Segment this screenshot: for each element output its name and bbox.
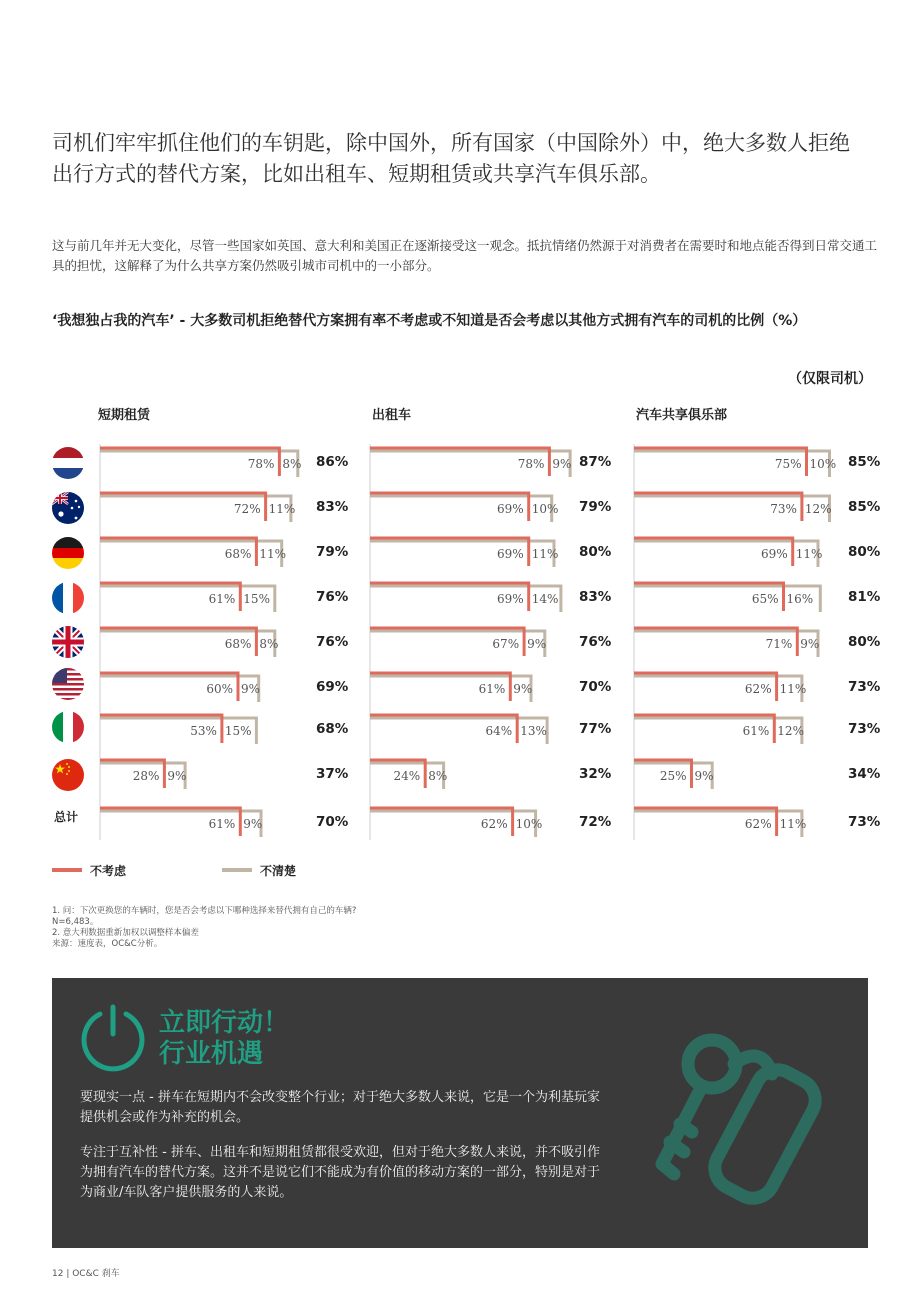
data-label-total: 79% xyxy=(316,544,349,560)
data-label-not-consider: 53% xyxy=(190,724,217,738)
intro-paragraph: 这与前几年并无大变化，尽管一些国家如英国、意大利和美国正在逐渐接受这一观念。抵抗情绪仍然源于对消费者在需要时和地点能否得到日常交通工具的担忧，这解释了为什么共享方案仍然吸引城市司机中的一小部分。 xyxy=(52,238,878,273)
footnotes xyxy=(52,906,552,950)
data-label-unsure: 12% xyxy=(804,502,832,516)
data-label-not-consider: 62% xyxy=(744,817,772,831)
drivers-only-note: （仅限司机） xyxy=(788,371,872,387)
legend-label-not-consider: 不考虑 xyxy=(90,864,127,878)
action-title-line: 行业机遇 xyxy=(159,1039,264,1069)
bar-unsure xyxy=(370,676,531,702)
action-title-line: 立即行动！ xyxy=(159,1008,290,1038)
data-label-not-consider: 69% xyxy=(497,547,524,561)
data-label-total: 80% xyxy=(579,544,612,560)
data-label-not-consider: 25% xyxy=(659,769,687,783)
data-label-not-consider: 65% xyxy=(751,592,779,606)
data-label-unsure: 9% xyxy=(513,682,533,696)
data-label-total: 70% xyxy=(579,679,612,695)
data-label-not-consider: 68% xyxy=(224,637,252,651)
panel-title-taxi: 出租车 xyxy=(372,408,412,423)
action-title xyxy=(159,1008,289,1070)
bar-unsure xyxy=(370,496,552,522)
data-label-not-consider: 61% xyxy=(208,592,236,606)
data-label-not-consider: 61% xyxy=(208,817,236,831)
data-label-not-consider: 61% xyxy=(742,724,770,738)
data-label-unsure: 9% xyxy=(243,817,263,831)
data-label-unsure: 10% xyxy=(515,817,543,831)
data-label-not-consider: 69% xyxy=(761,547,788,561)
data-label-not-consider: 61% xyxy=(478,682,506,696)
footnote-line: N=6,483。 xyxy=(52,917,99,927)
data-label-not-consider: 78% xyxy=(517,457,545,471)
data-label-total: 87% xyxy=(579,454,612,470)
data-label-unsure: 9% xyxy=(241,682,261,696)
data-label-unsure: 8% xyxy=(259,637,279,651)
data-label-total: 70% xyxy=(316,814,349,830)
data-label-total: 76% xyxy=(316,589,349,605)
keys-icon xyxy=(622,1024,842,1224)
data-label-unsure: 9% xyxy=(552,457,572,471)
data-label-unsure: 15% xyxy=(243,592,270,606)
action-paragraph: 专注于互补性 - 拼车、出租车和短期租赁都很受欢迎，但对于绝大多数人来说，并不吸引作为拥有汽车的替代方案。这并不是说它们不能成为有价值的移动方案的一部分，特别是对于为商业/车队客户提供服务的人来说。 xyxy=(80,1145,601,1200)
data-label-total: 80% xyxy=(848,634,881,650)
panel-title-short-term-rental: 短期租赁 xyxy=(98,408,151,423)
data-label-total: 37% xyxy=(316,766,349,782)
legend-label-unsure: 不清楚 xyxy=(260,864,297,878)
bar-unsure xyxy=(634,541,818,567)
data-label-unsure: 15% xyxy=(224,724,252,738)
data-label-not-consider: 69% xyxy=(497,592,524,606)
data-label-total: 76% xyxy=(579,634,612,650)
data-label-total: 85% xyxy=(848,499,881,515)
data-label-total: 85% xyxy=(848,454,881,470)
action-paragraph: 要现实一点 - 拼车在短期内不会改变整个行业；对于绝大多数人来说，它是一个为利基玩家提供机会或作为补充的机会。 xyxy=(80,1090,600,1125)
data-label-unsure: 11% xyxy=(268,502,296,516)
data-label-unsure: 11% xyxy=(779,817,807,831)
data-label-not-consider: 69% xyxy=(497,502,524,516)
data-label-unsure: 10% xyxy=(809,457,837,471)
bar-unsure xyxy=(100,496,291,522)
bar-unsure xyxy=(634,496,830,522)
data-label-unsure: 9% xyxy=(527,637,547,651)
power-icon xyxy=(78,1004,148,1074)
data-label-unsure: 14% xyxy=(531,592,559,606)
data-label-total: 76% xyxy=(316,634,349,650)
data-label-unsure: 11% xyxy=(531,547,559,561)
total-row-label: 总计 xyxy=(54,810,79,824)
data-label-unsure: 11% xyxy=(779,682,807,696)
data-label-not-consider: 24% xyxy=(393,769,421,783)
bar-unsure xyxy=(370,541,554,567)
footnote-line: 2. 意大利数据重新加权以调整样本偏差 xyxy=(52,928,199,938)
data-label-total: 68% xyxy=(316,721,349,737)
data-label-unsure: 8% xyxy=(428,769,448,783)
data-label-unsure: 13% xyxy=(520,724,547,738)
footnote-line: 来源：速度表，OC&C分析。 xyxy=(52,939,163,949)
data-label-not-consider: 62% xyxy=(480,817,508,831)
data-label-not-consider: 78% xyxy=(247,457,275,471)
data-label-unsure: 10% xyxy=(531,502,559,516)
data-label-unsure: 9% xyxy=(167,769,187,783)
data-label-total: 81% xyxy=(848,589,881,605)
data-label-not-consider: 67% xyxy=(492,637,520,651)
data-label-not-consider: 64% xyxy=(485,724,513,738)
data-label-total: 72% xyxy=(579,814,612,830)
headline: 司机们牢牢抓住他们的车钥匙，除中国外，所有国家（中国除外）中，绝大多数人拒绝出行方式的替代方案，比如出租车、短期租赁或共享汽车俱乐部。 xyxy=(52,131,850,186)
data-label-total: 73% xyxy=(848,721,881,737)
bar-unsure xyxy=(100,541,282,567)
data-label-total: 80% xyxy=(848,544,881,560)
data-label-unsure: 9% xyxy=(800,637,820,651)
data-label-total: 79% xyxy=(579,499,612,515)
data-label-unsure: 11% xyxy=(259,547,287,561)
bar-unsure xyxy=(370,811,536,837)
bar-unsure xyxy=(100,676,259,702)
data-label-not-consider: 72% xyxy=(233,502,261,516)
data-label-not-consider: 28% xyxy=(132,769,160,783)
data-label-total: 73% xyxy=(848,814,881,830)
data-label-not-consider: 68% xyxy=(224,547,252,561)
data-label-unsure: 11% xyxy=(795,547,823,561)
data-label-total: 77% xyxy=(579,721,612,737)
footnote-line: 1. 问：下次更换您的车辆时，您是否会考虑以下哪种选择来替代拥有自己的车辆? xyxy=(52,906,357,916)
chart-title: ‘我想独占我的汽车’ - 大多数司机拒绝替代方案拥有率不考虑或不知道是否会考虑以其他方式拥有汽车的司机的比例（%） xyxy=(52,313,807,329)
legend-swatch-unsure xyxy=(222,868,252,872)
data-label-unsure: 16% xyxy=(786,592,814,606)
legend-swatch-not-consider xyxy=(52,868,82,872)
data-label-total: 86% xyxy=(316,454,349,470)
data-label-not-consider: 71% xyxy=(765,637,793,651)
panel-title-car-club: 汽车共享俱乐部 xyxy=(636,408,728,423)
data-label-unsure: 8% xyxy=(282,457,302,471)
bar-unsure xyxy=(100,811,261,837)
data-label-total: 32% xyxy=(579,766,612,782)
data-label-unsure: 12% xyxy=(777,724,804,738)
data-label-total: 34% xyxy=(848,766,881,782)
data-label-not-consider: 60% xyxy=(206,682,233,696)
data-label-not-consider: 62% xyxy=(744,682,772,696)
action-body xyxy=(80,1088,600,1218)
data-label-not-consider: 75% xyxy=(774,457,802,471)
data-label-unsure: 9% xyxy=(694,769,714,783)
data-label-total: 83% xyxy=(579,589,612,605)
data-label-total: 83% xyxy=(316,499,349,515)
data-label-total: 69% xyxy=(316,679,349,695)
data-label-total: 73% xyxy=(848,679,881,695)
data-label-not-consider: 73% xyxy=(770,502,797,516)
page-footer: 12 | OC&C 刹车 xyxy=(52,1269,120,1279)
